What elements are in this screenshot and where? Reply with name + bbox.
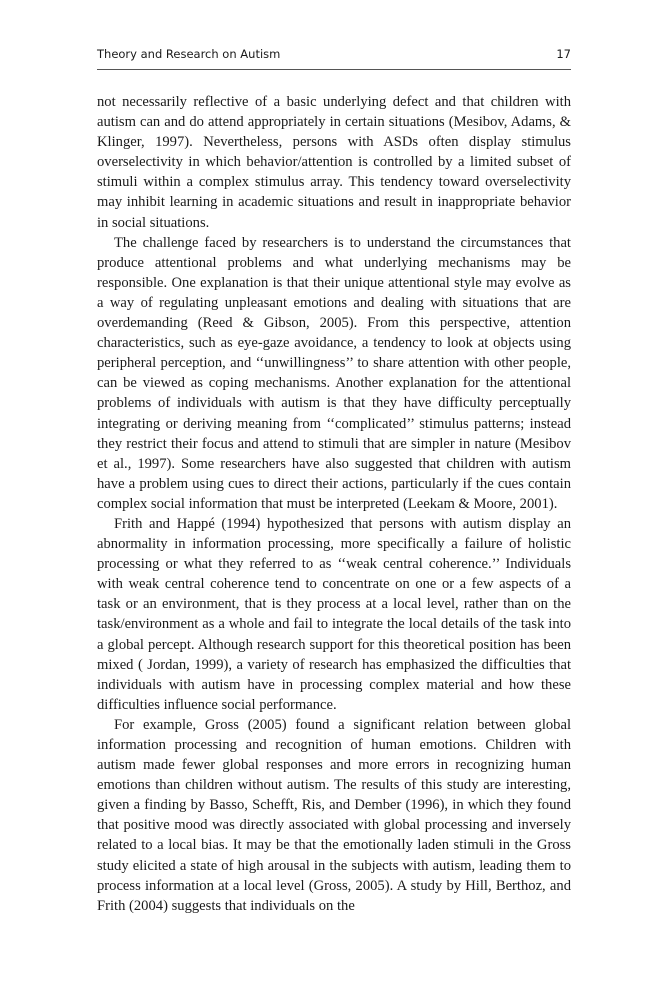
body-text	[97, 92, 571, 916]
page-number: 17	[556, 47, 571, 61]
paragraph-2: The challenge faced by researchers is to understand the circumstances that produce attentional problems and what underlying mechanisms may be responsible. One explanation is that their unique attentional style may evolve as a way of regulating unpleasant emotions and dealing with situations that are overdemanding (Reed & Gibson, 2005). From this perspective, attention characteristics, such as eye-gaze avoidance, a tendency to look at objects using peripheral perception, and ‘‘unwillingness’’ to share attention with other people, can be viewed as coping mechanisms. Another explanation for the attentional problems of individuals with autism is that they have difficulty perceptually integrating or deriving meaning from ‘‘complicated’’ stimulus patterns; instead they restrict their focus and attend to stimuli that are simpler in nature (Mesibov et al., 1997). Some researchers have also suggested that children with autism have a problem using cues to direct their actions, particularly if the cues contain complex social information that must be interpreted (Leekam & Moore, 2001).	[97, 234, 571, 512]
paragraph-4: For example, Gross (2005) found a significant relation between global information processing and recognition of human emotions. Children with autism made fewer global responses and more errors in recognizing human emotions than children without autism. The results of this study are interesting, given a finding by Basso, Schefft, Ris, and Dember (1996), in which they found that positive mood was directly associated with global processing and inversely related to a local bias. It may be that the emotionally laden stimuli in the Gross study elicited a state of high arousal in the subjects with autism, leading them to process information at a local level (Gross, 2005). A study by Hill, Berthoz, and Frith (2004) suggests that individuals on the	[97, 716, 571, 914]
header-rule	[97, 69, 571, 70]
running-title: Theory and Research on Autism	[97, 47, 281, 61]
paragraph-3: Frith and Happé (1994) hypothesized that persons with autism display an abnormality in information processing, more specifically a failure of holistic processing or what they referred to as ‘‘weak central coherence.’’ Individuals with weak central coherence tend to concentrate on one or a few aspects of a task or an environment, that is they process at a local level, rather than on the task/environment as a whole and fail to integrate the local details of the task into a global percept. Although research support for this theoretical position has been mixed ( Jordan, 1999), a variety of research has emphasized the difficulties that individuals with autism have in processing complex material and how these difficulties influence social performance.	[97, 515, 571, 713]
paragraph-1: not necessarily reflective of a basic underlying defect and that children with autism can and do attend appropriately in certain situations (Mesibov, Adams, & Klinger, 1997). Nevertheless, persons with ASDs often display stimulus overselectivity in which behavior/attention is controlled by a limited subset of stimuli within a complex stimulus array. This tendency toward overselectivity may inhibit learning in academic situations and result in inappropriate behavior in social situations.	[97, 94, 571, 231]
running-head	[97, 44, 571, 64]
